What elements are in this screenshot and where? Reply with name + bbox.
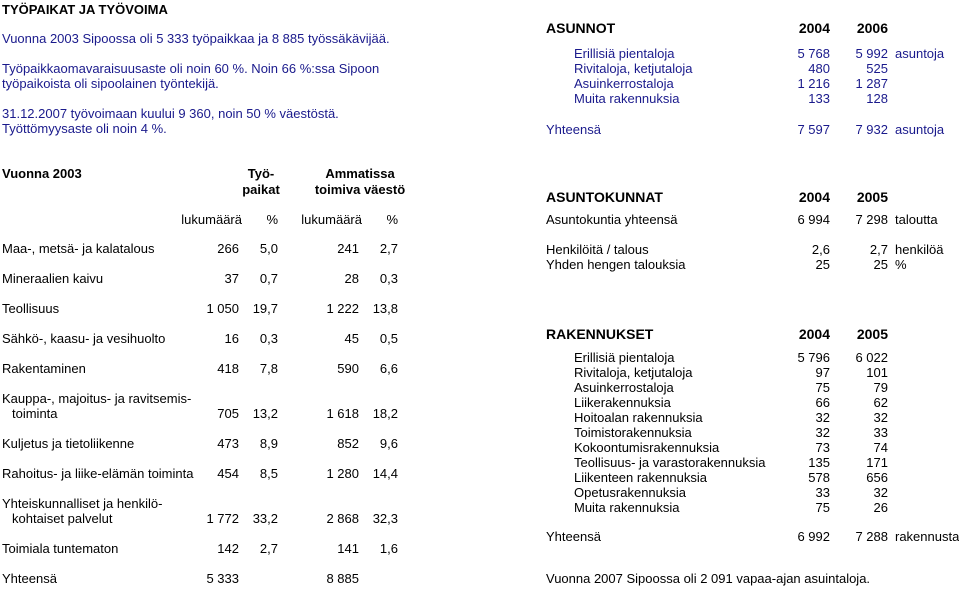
buildings-row-v2: 171	[866, 455, 888, 470]
employment-row-pct1: 0,7	[259, 271, 278, 286]
buildings-row-v1: 135	[808, 455, 830, 470]
employment-row-count1: 473	[217, 436, 239, 451]
households-row-v2: 25	[873, 257, 888, 272]
housing-total-v2: 7 932	[855, 122, 888, 137]
buildings-row-v2: 62	[873, 395, 888, 410]
housing-row-v2: 525	[866, 61, 888, 76]
employment-row-count2: 45	[344, 331, 359, 346]
intro-text-3a: 31.12.2007 työvoimaan kuului 9 360, noin 50 % väestöstä.	[2, 106, 339, 121]
buildings-total-v1: 6 992	[797, 529, 830, 544]
employment-row-count1: 142	[217, 541, 239, 556]
buildings-row-label: Erillisiä pientaloja	[574, 350, 675, 365]
employment-row-label: Rahoitus- ja liike-elämän toiminta	[2, 466, 194, 481]
housing-row-v1: 1 216	[797, 76, 830, 91]
employment-row-pct1: 8,5	[259, 466, 278, 481]
housing-row-unit: asuntoja	[895, 46, 945, 61]
households-row-v2: 2,7	[869, 242, 888, 257]
buildings-row-v1: 75	[815, 380, 830, 395]
employment-row-pct1: 13,2	[252, 406, 278, 421]
employment-row-label: Rakentaminen	[2, 361, 86, 376]
employment-row-count2: 852	[337, 436, 359, 451]
employment-row-count1: 454	[217, 466, 239, 481]
households-year-2: 2005	[856, 189, 888, 205]
buildings-row-v1: 75	[815, 500, 830, 515]
employment-row-pct2: 0,3	[379, 271, 398, 286]
buildings-row-v2: 32	[873, 485, 888, 500]
employment-row-pct1: 2,7	[259, 541, 278, 556]
buildings-row-v1: 32	[815, 410, 830, 425]
employment-row-label: Kuljetus ja tietoliikenne	[2, 436, 135, 451]
buildings-row-v2: 6 022	[855, 350, 888, 365]
buildings-row-v1: 97	[815, 365, 830, 380]
housing-row-v1: 5 768	[797, 46, 830, 61]
employment-row-pct2: 32,3	[372, 511, 398, 526]
housing-year-1: 2004	[798, 20, 830, 36]
intro-text-2a: Työpaikkaomavaraisuusaste oli noin 60 %. Noin 66 %:ssa Sipoon	[2, 61, 380, 76]
housing-row-v2: 128	[866, 91, 888, 106]
employment-row-count2: 1 280	[326, 466, 359, 481]
buildings-row-v1: 32	[815, 425, 830, 440]
employment-row-count2: 2 868	[326, 511, 359, 526]
employment-sub-pct2: %	[386, 212, 398, 227]
buildings-row-label: Teollisuus- ja varastorakennuksia	[574, 455, 766, 470]
employment-row-pct2: 6,6	[379, 361, 398, 376]
employment-col2-title-a: Ammatissa	[325, 166, 395, 181]
households-row-v1: 25	[815, 257, 830, 272]
employment-row-count2: 241	[337, 241, 359, 256]
employment-col1-title-b: paikat	[242, 182, 280, 197]
employment-row-count2: 590	[337, 361, 359, 376]
employment-row-label: Toimiala tuntematon	[2, 541, 119, 556]
buildings-row-label: Liikerakennuksia	[574, 395, 671, 410]
housing-row-v2: 5 992	[855, 46, 888, 61]
households-row-v1: 2,6	[811, 242, 830, 257]
employment-col2-title-b: toimiva väestö	[314, 182, 406, 197]
employment-row-pct1: 7,8	[259, 361, 278, 376]
buildings-row-v1: 5 796	[797, 350, 830, 365]
employment-row-count1: 1 050	[206, 301, 239, 316]
buildings-year-1: 2004	[798, 326, 830, 342]
employment-row-pct2: 0,5	[379, 331, 398, 346]
section-title-employment: TYÖPAIKAT JA TYÖVOIMA	[2, 2, 168, 17]
employment-row-pct2: 18,2	[372, 406, 398, 421]
households-row-label: Yhden hengen talouksia	[546, 257, 686, 272]
households-row-unit: henkilöä	[895, 242, 944, 257]
households-row-v1: 6 994	[797, 212, 830, 227]
households-row-label: Asuntokuntia yhteensä	[546, 212, 678, 227]
buildings-row-v2: 33	[873, 425, 888, 440]
employment-total-label: Yhteensä	[2, 571, 57, 586]
buildings-row-label: Toimistorakennuksia	[574, 425, 692, 440]
intro-text-1: Vuonna 2003 Sipoossa oli 5 333 työpaikkaa ja 8 885 työssäkävijää.	[2, 31, 390, 46]
buildings-total-label: Yhteensä	[546, 529, 601, 544]
employment-row-pct2: 9,6	[379, 436, 398, 451]
buildings-row-v2: 32	[873, 410, 888, 425]
employment-row-count1: 37	[224, 271, 239, 286]
employment-row-count1: 266	[217, 241, 239, 256]
employment-row-count2: 141	[337, 541, 359, 556]
housing-row-label: Muita rakennuksia	[574, 91, 680, 106]
employment-row-label-a: Yhteiskunnalliset ja henkilö-	[2, 496, 163, 511]
employment-row-pct2: 2,7	[379, 241, 398, 256]
housing-row-v1: 133	[808, 91, 830, 106]
intro-text-2b: työpaikoista oli sipoolainen työntekijä.	[2, 76, 219, 91]
employment-row-pct1: 0,3	[259, 331, 278, 346]
employment-row-pct1: 19,7	[252, 301, 278, 316]
employment-year-label: Vuonna 2003	[2, 166, 82, 181]
buildings-row-label: Opetusrakennuksia	[574, 485, 687, 500]
buildings-row-v2: 26	[873, 500, 888, 515]
employment-row-label-a: Kauppa-, majoitus- ja ravitsemis-	[2, 391, 192, 406]
intro-text-3b: Työttömyysaste oli noin 4 %.	[2, 121, 167, 136]
households-year-1: 2004	[798, 189, 830, 205]
housing-total-v1: 7 597	[797, 122, 830, 137]
buildings-row-v1: 73	[815, 440, 830, 455]
employment-row-count2: 1 222	[326, 301, 359, 316]
housing-row-label: Asuinkerrostaloja	[574, 76, 674, 91]
employment-row-label: toiminta	[12, 406, 58, 421]
employment-row-count1: 705	[217, 406, 239, 421]
buildings-row-label: Muita rakennuksia	[574, 500, 680, 515]
buildings-total-v2: 7 288	[855, 529, 888, 544]
employment-col1-title-a: Työ-	[247, 166, 275, 181]
buildings-row-v2: 74	[873, 440, 888, 455]
employment-sub-pct1: %	[266, 212, 278, 227]
buildings-row-v1: 578	[808, 470, 830, 485]
housing-year-2: 2006	[856, 20, 888, 36]
employment-row-label: Mineraalien kaivu	[2, 271, 104, 286]
employment-row-pct2: 13,8	[372, 301, 398, 316]
households-row-v2: 7 298	[855, 212, 888, 227]
buildings-row-v1: 33	[815, 485, 830, 500]
housing-row-v2: 1 287	[855, 76, 888, 91]
housing-row-label: Rivitaloja, ketjutaloja	[574, 61, 693, 76]
employment-row-count1: 1 772	[206, 511, 239, 526]
buildings-year-2: 2005	[856, 326, 888, 342]
employment-row-pct2: 14,4	[372, 466, 398, 481]
buildings-row-label: Liikenteen rakennuksia	[574, 470, 707, 485]
households-title: ASUNTOKUNNAT	[546, 189, 663, 205]
buildings-title: RAKENNUKSET	[546, 326, 654, 342]
employment-row-pct1: 33,2	[252, 511, 278, 526]
buildings-row-label: Kokoontumisrakennuksia	[574, 440, 720, 455]
employment-total-c2: 8 885	[326, 571, 359, 586]
households-row-unit: taloutta	[895, 212, 938, 227]
housing-total-label: Yhteensä	[546, 122, 601, 137]
buildings-row-v2: 656	[866, 470, 888, 485]
employment-row-label: Maa-, metsä- ja kalatalous	[2, 241, 155, 256]
employment-row-label: Sähkö-, kaasu- ja vesihuolto	[2, 331, 166, 346]
employment-row-pct2: 1,6	[379, 541, 398, 556]
housing-total-unit: asuntoja	[895, 122, 945, 137]
housing-row-v1: 480	[808, 61, 830, 76]
buildings-total-unit: rakennusta	[895, 529, 959, 544]
employment-row-pct1: 5,0	[259, 241, 278, 256]
employment-row-count1: 16	[224, 331, 239, 346]
buildings-row-v2: 79	[873, 380, 888, 395]
employment-total-c1: 5 333	[206, 571, 239, 586]
employment-row-count2: 28	[344, 271, 359, 286]
households-row-unit: %	[895, 257, 907, 272]
housing-row-label: Erillisiä pientaloja	[574, 46, 675, 61]
households-row-label: Henkilöitä / talous	[546, 242, 649, 257]
employment-sub-count1: lukumäärä	[181, 212, 242, 227]
buildings-row-label: Rivitaloja, ketjutaloja	[574, 365, 693, 380]
housing-title: ASUNNOT	[546, 20, 616, 36]
employment-row-count2: 1 618	[326, 406, 359, 421]
employment-row-pct1: 8,9	[259, 436, 278, 451]
buildings-row-label: Asuinkerrostaloja	[574, 380, 674, 395]
buildings-row-label: Hoitoalan rakennuksia	[574, 410, 703, 425]
buildings-note: Vuonna 2007 Sipoossa oli 2 091 vapaa-ajan asuintaloja.	[546, 571, 871, 586]
employment-row-label: Teollisuus	[2, 301, 60, 316]
buildings-row-v1: 66	[815, 395, 830, 410]
buildings-row-v2: 101	[866, 365, 888, 380]
employment-row-count1: 418	[217, 361, 239, 376]
employment-sub-count2: lukumäärä	[301, 212, 362, 227]
employment-row-label: kohtaiset palvelut	[12, 511, 113, 526]
